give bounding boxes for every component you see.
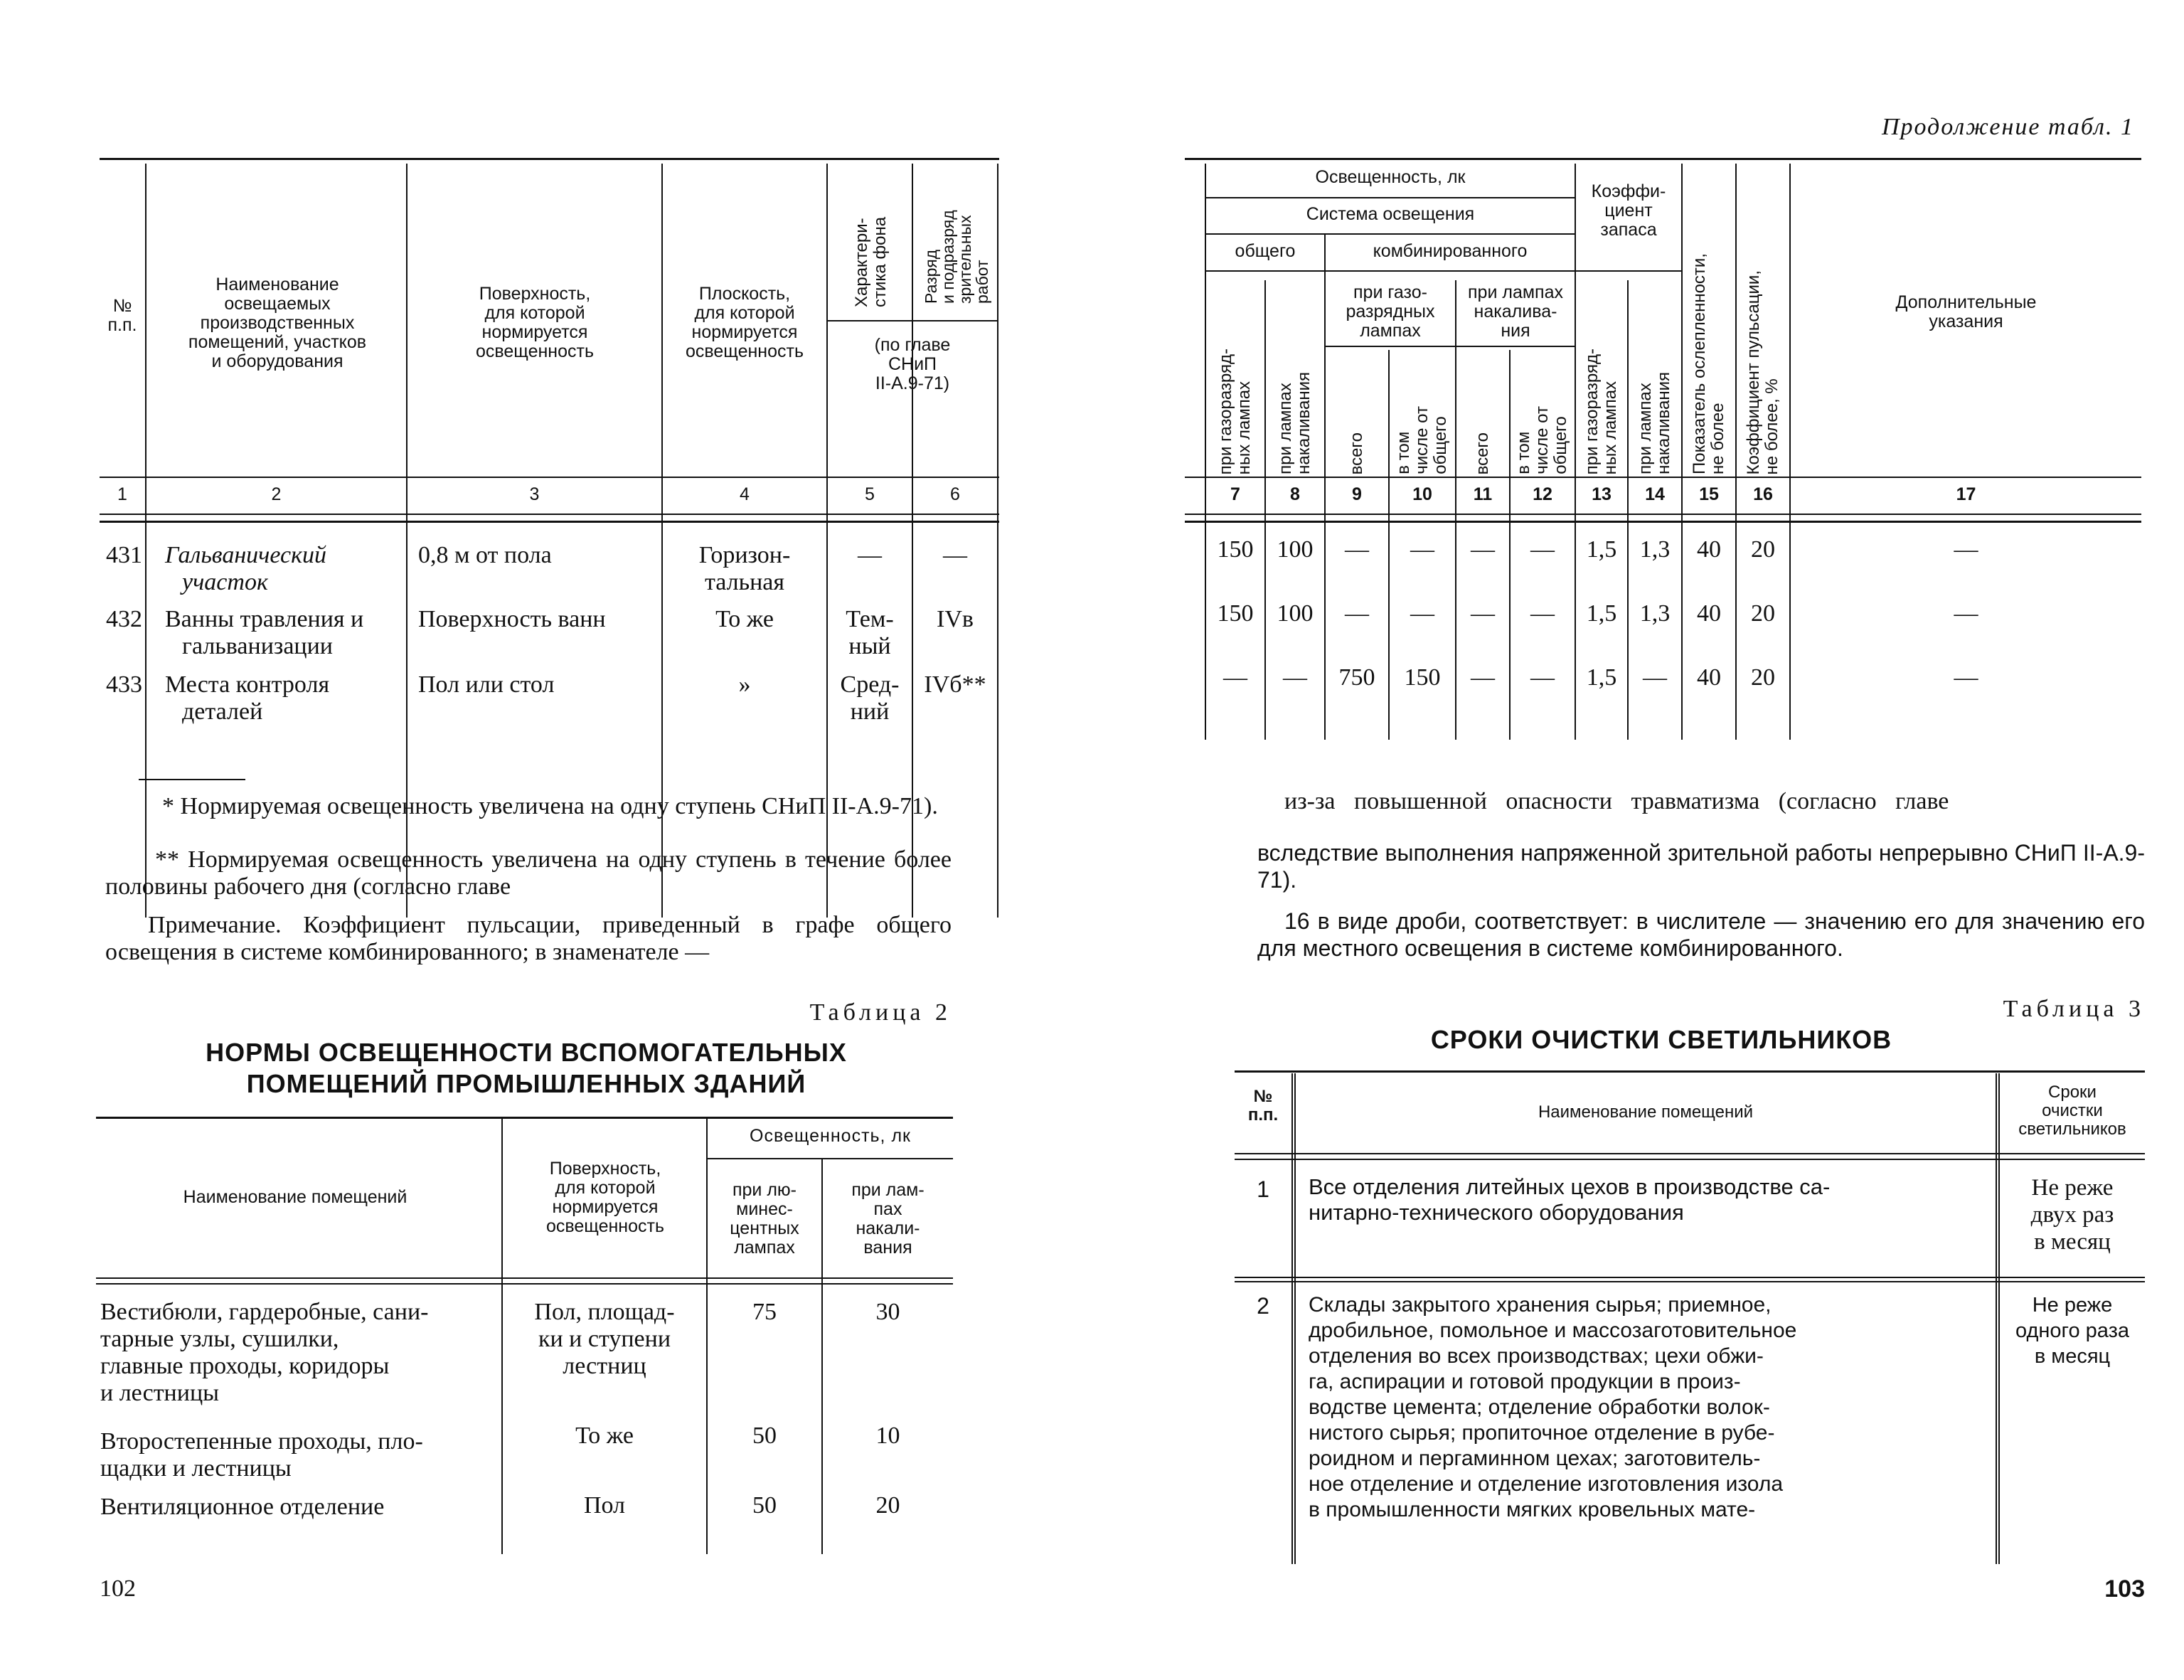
t2-row3-incand: 20 bbox=[875, 1492, 900, 1519]
footnote-1: * Нормируемая освещенность увеличена на одну ступень СНиП II-А.9-71). bbox=[162, 793, 938, 819]
t1b-r1-c17: — bbox=[1954, 536, 1978, 563]
t1b-colnum-13: 13 bbox=[1592, 484, 1612, 504]
t2-row2-surface: То же bbox=[575, 1423, 634, 1449]
t1-header-num: № п.п. bbox=[107, 296, 137, 335]
t3-row2-terms: Не реже одного раза в месяц bbox=[2015, 1294, 2130, 1368]
t1-colnum-1: 1 bbox=[117, 484, 127, 504]
t2-row2-incand: 10 bbox=[875, 1423, 900, 1449]
t1b-r1-c12: — bbox=[1530, 536, 1555, 563]
t1b-r1-c9: — bbox=[1345, 536, 1369, 563]
t1b-r3-c17: — bbox=[1954, 664, 1978, 691]
t1-row3-grade: IVб** bbox=[924, 671, 986, 698]
t1-header-snip-note: (по главе СНиП II-А.9-71) bbox=[874, 335, 951, 393]
t2-row1-incand: 30 bbox=[875, 1299, 900, 1325]
right-page bbox=[1092, 0, 2184, 1680]
t1-row3-name: Места контроля деталей bbox=[165, 671, 330, 725]
t1-header-name: Наименование освещаемых производственных помещений, участков и оборудования bbox=[188, 275, 367, 371]
t2-header-name: Наименование помещений bbox=[183, 1187, 407, 1207]
t2-header-fluor: при лю- минес- центных лампах bbox=[730, 1180, 799, 1258]
t1-header-grade: Разряд и подразряд зрительных работ bbox=[922, 210, 991, 304]
t1b-colnum-16: 16 bbox=[1753, 484, 1773, 504]
t1b-r1-c13: 1,5 bbox=[1586, 536, 1617, 563]
t1b-header-c7: при газоразряд- ных лампах bbox=[1216, 348, 1254, 474]
t1b-header-extra: Дополнительные указания bbox=[1895, 292, 2037, 331]
t1b-colnum-10: 10 bbox=[1412, 484, 1432, 504]
t1b-r1-c8: 100 bbox=[1277, 536, 1314, 563]
t1b-header-gas: при газо- разрядных лампах bbox=[1346, 282, 1435, 341]
page-number-right: 103 bbox=[2104, 1575, 2145, 1602]
t1b-header-c14: при лампах накаливания bbox=[1636, 372, 1673, 474]
t1b-header-c12: в том числе от общего bbox=[1514, 406, 1570, 474]
t1b-colnum-7: 7 bbox=[1230, 484, 1240, 504]
t1b-r1-c15: 40 bbox=[1697, 536, 1721, 563]
t1-row3-surface: Пол или стол bbox=[418, 671, 555, 698]
t1b-header-c8: при лампах накаливания bbox=[1276, 372, 1314, 474]
t3-row1-num: 1 bbox=[1257, 1176, 1269, 1202]
t1b-r2-c17: — bbox=[1954, 600, 1978, 627]
t1b-r3-c11: — bbox=[1471, 664, 1495, 691]
t1-colnum-4: 4 bbox=[740, 484, 750, 504]
t1-row1-grade: — bbox=[943, 542, 967, 568]
t1b-r2-c12: — bbox=[1530, 600, 1555, 627]
t1b-r3-c12: — bbox=[1530, 664, 1555, 691]
t2-row3-fluor: 50 bbox=[752, 1492, 777, 1519]
t1b-header-illum: Освещенность, лк bbox=[1315, 167, 1466, 187]
t2-row1-surface: Пол, площад- ки и ступени лестниц bbox=[534, 1299, 675, 1379]
t1b-r1-c7: 150 bbox=[1217, 536, 1254, 563]
table2-label: Таблица 2 bbox=[809, 999, 952, 1026]
t1b-header-general: общего bbox=[1235, 241, 1296, 261]
page-number-left: 102 bbox=[100, 1575, 136, 1602]
t2-header-incand: при лам- пах накали- вания bbox=[851, 1180, 925, 1258]
t1b-colnum-17: 17 bbox=[1956, 484, 1976, 504]
continuation-label: Продолжение табл. 1 bbox=[1881, 114, 2134, 140]
t2-row3-name: Вентиляционное отделение bbox=[100, 1494, 385, 1520]
t1b-r2-c11: — bbox=[1471, 600, 1495, 627]
t1b-colnum-11: 11 bbox=[1473, 484, 1493, 504]
t1-colnum-3: 3 bbox=[529, 484, 540, 504]
t1b-header-c10: в том числе от общего bbox=[1394, 406, 1450, 474]
t1-header-surface: Поверхность, для которой нормируется освещенность bbox=[476, 284, 594, 361]
t1-row3-plane: » bbox=[738, 671, 751, 698]
t3-row2-num: 2 bbox=[1257, 1293, 1269, 1319]
footnote-2: ** Нормируемая освещенность увеличена на одну ступень в течение более половины рабочего дня (согласно главе bbox=[105, 846, 952, 900]
t2-row2-fluor: 50 bbox=[752, 1423, 777, 1449]
t1b-r2-c13: 1,5 bbox=[1586, 600, 1617, 627]
t1-colnum-5: 5 bbox=[865, 484, 875, 504]
table3 bbox=[1235, 1070, 2145, 1568]
t1-row1-num: 431 bbox=[106, 542, 142, 568]
t1b-r3-c7: — bbox=[1223, 664, 1247, 691]
t1-row2-name: Ванны травления и гальванизации bbox=[165, 606, 364, 659]
t1-row2-surface: Поверхность ванн bbox=[418, 606, 606, 632]
t1-row3-num: 433 bbox=[106, 671, 142, 698]
table2-title: НОРМЫ ОСВЕЩЕННОСТИ ВСПОМОГАТЕЛЬНЫХ ПОМЕЩЕНИЙ ПРОМЫШЛЕННЫХ ЗДАНИЙ bbox=[206, 1038, 847, 1098]
note bbox=[105, 912, 952, 966]
note-text: Примечание. Коэффициент пульсации, приведенный в графе общего освещения в системе комбинированного; в знаменателе — bbox=[105, 912, 952, 965]
t2-row2-name: Второстепенные проходы, пло- щадки и лестницы bbox=[100, 1428, 423, 1482]
t1b-header-c13: при газоразряд- ных лампах bbox=[1582, 348, 1620, 474]
t2-row1-fluor: 75 bbox=[752, 1299, 777, 1325]
t1b-r1-c16: 20 bbox=[1751, 536, 1775, 563]
t1b-r1-c10: — bbox=[1410, 536, 1434, 563]
t1b-colnum-8: 8 bbox=[1290, 484, 1300, 504]
t3-row2-name: Склады закрытого хранения сырья; приемное, дробильное, помольное и массозаготовительное отделения во всех производствах; цехи обжи- га, аспирации и готовой продукции в произ- водстве цемента; отделение обработки волок- нистого сырья; пропиточное отделение в рубе- роидном и пергаминном цехах; заготовитель- ное отделение и отделение изготовления изола в промышленности мягких кровельных мате- bbox=[1309, 1293, 1797, 1521]
t1-row1-background: — bbox=[858, 542, 882, 568]
t1b-r2-c8: 100 bbox=[1277, 600, 1314, 627]
t2-row3-surface: Пол bbox=[583, 1492, 626, 1519]
t1b-colnum-15: 15 bbox=[1699, 484, 1719, 504]
t3-header-terms: Сроки очистки светильников bbox=[2018, 1083, 2126, 1139]
t1b-header-reserve: Коэффи- циент запаса bbox=[1591, 181, 1666, 240]
table3-label: Таблица 3 bbox=[2003, 996, 2145, 1022]
t2-header-illum: Освещенность, лк bbox=[750, 1126, 911, 1146]
t1b-r3-c8: — bbox=[1283, 664, 1307, 691]
t1-colnum-2: 2 bbox=[271, 484, 282, 504]
t1b-header-inc: при лампах накалива- ния bbox=[1468, 282, 1563, 341]
t2-row1-name: Вестибюли, гардеробные, сани- тарные узлы, сушилки, главные проходы, коридоры и лестницы bbox=[100, 1299, 429, 1406]
t1-row1-name: Гальванический участок bbox=[165, 542, 327, 595]
t1b-r3-c13: 1,5 bbox=[1586, 664, 1617, 691]
t2-header-surface: Поверхность, для которой нормируется освещенность bbox=[546, 1159, 664, 1236]
t1b-r2-c14: 1,3 bbox=[1639, 600, 1671, 627]
t3-row1-terms: Не реже двух раз в месяц bbox=[2030, 1175, 2114, 1255]
t1b-header-system: Система освещения bbox=[1306, 204, 1475, 224]
t1b-r3-c15: 40 bbox=[1697, 664, 1721, 691]
t3-header-num: № п.п. bbox=[1247, 1087, 1279, 1125]
t1-row3-background: Сред- ний bbox=[840, 671, 900, 725]
t1-colnum-6: 6 bbox=[950, 484, 960, 504]
t1b-header-c11: всего bbox=[1473, 432, 1492, 474]
t1b-r2-c7: 150 bbox=[1217, 600, 1254, 627]
t1-row2-background: Тем- ный bbox=[846, 606, 894, 659]
t1b-r2-c16: 20 bbox=[1751, 600, 1775, 627]
t1b-r1-c11: — bbox=[1471, 536, 1495, 563]
paragraph-1: из-за повышенной опасности травматизма (согласно главе bbox=[1284, 788, 1949, 814]
t1b-r3-c16: 20 bbox=[1751, 664, 1775, 691]
t1b-header-c9: всего bbox=[1347, 432, 1366, 474]
t1b-r3-c14: — bbox=[1643, 664, 1667, 691]
t1b-r1-c14: 1,3 bbox=[1639, 536, 1671, 563]
t1-row1-surface: 0,8 м от пола bbox=[418, 542, 552, 568]
t1-header-plane: Плоскость, для которой нормируется освещенность bbox=[686, 284, 804, 361]
t3-row1-name: Все отделения литейных цехов в производстве са- нитарно-технического оборудования bbox=[1309, 1174, 1831, 1225]
t1-row2-num: 432 bbox=[106, 606, 142, 632]
t1b-colnum-14: 14 bbox=[1645, 484, 1665, 504]
table1b bbox=[1185, 158, 2141, 748]
t1b-r3-c10: 150 bbox=[1404, 664, 1441, 691]
t3-header-name: Наименование помещений bbox=[1538, 1102, 1754, 1122]
t1b-r2-c10: — bbox=[1410, 600, 1434, 627]
t1-row2-grade: IVв bbox=[937, 606, 974, 632]
paragraph-2: вследствие выполнения напряженной зрительной работы непрерывно СНиП II-А.9-71). bbox=[1257, 840, 2145, 893]
t1-row1-plane: Горизон- тальная bbox=[698, 542, 791, 595]
table3-title: СРОКИ ОЧИСТКИ СВЕТИЛЬНИКОВ bbox=[1430, 1025, 1892, 1054]
t1b-header-combined: комбинированного bbox=[1373, 241, 1528, 261]
t1b-r2-c9: — bbox=[1345, 600, 1369, 627]
t1b-header-c15: Показатель ослепленности, не более bbox=[1690, 253, 1727, 474]
t1b-colnum-9: 9 bbox=[1352, 484, 1362, 504]
t1b-colnum-12: 12 bbox=[1533, 484, 1552, 504]
t1b-r2-c15: 40 bbox=[1697, 600, 1721, 627]
t1b-r3-c9: 750 bbox=[1338, 664, 1375, 691]
paragraph-3: 16 в виде дроби, соответствует: в числителе — значению его для значению его для местного освещения в системе комбинированного. bbox=[1257, 908, 2145, 961]
t1b-header-c16: Коэффициент пульсации, не более, % bbox=[1744, 270, 1781, 474]
t1-header-background: Характери- стика фона bbox=[852, 216, 890, 307]
table2 bbox=[96, 1117, 953, 1558]
t1-row2-plane: То же bbox=[715, 606, 774, 632]
